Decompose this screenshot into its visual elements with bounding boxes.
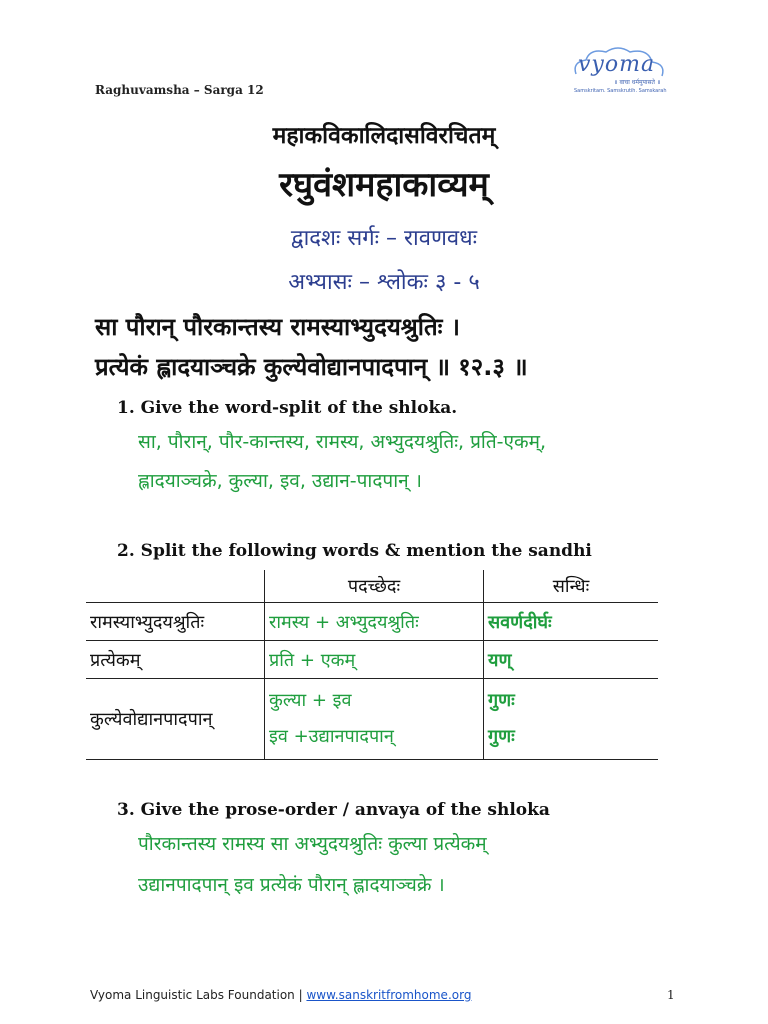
table-cell-split: प्रति + एकम् xyxy=(265,641,484,679)
table-header-empty xyxy=(86,570,265,603)
table-row xyxy=(86,679,658,760)
answer-3-line-2: उद्यानपादपान् इव प्रत्येकं पौरान् ह्लादयाञ्चक्रे । xyxy=(138,874,445,896)
table-cell-split xyxy=(265,679,484,760)
logo-tagline: ॥ वाचा धर्ममुपासते ॥ xyxy=(614,79,661,86)
table-header-row xyxy=(86,570,658,603)
question-3-heading: 3. Give the prose-order / anvaya of the shloka xyxy=(117,800,550,820)
verse-line-1: सा पौरान् पौरकान्तस्य रामस्याभ्युदयश्रुतिः । xyxy=(95,313,460,341)
sandhi-part: गुणः xyxy=(488,726,515,747)
table-header-sandhi: सन्धिः xyxy=(484,570,659,603)
title-author: महाकविकालिदासविरचितम् xyxy=(272,123,496,149)
table-cell-sandhi: सवर्णदीर्घः xyxy=(484,603,659,641)
table-row xyxy=(86,603,658,641)
question-1-heading: 1. Give the word-split of the shloka. xyxy=(117,398,458,418)
answer-1-line-2: ह्लादयाञ्चक्रे, कुल्या, इव, उद्यान-पादपान् । xyxy=(138,470,422,492)
footer-website-link[interactable]: www.sanskritfromhome.org xyxy=(306,988,472,1002)
sandhi-table xyxy=(86,570,658,760)
table-row xyxy=(86,641,658,679)
table-header-split: पदच्छेदः xyxy=(265,570,484,603)
table-cell-split: रामस्य + अभ्युदयश्रुतिः xyxy=(265,603,484,641)
page-number: 1 xyxy=(667,988,675,1002)
title-work: रघुवंशमहाकाव्यम् xyxy=(279,165,489,205)
verse-line-2: प्रत्येकं ह्लादयाञ्चक्रे कुल्येवोद्यानपादपान् ॥ १२.३ ॥ xyxy=(95,353,528,381)
split-part: इव +उद्यानपादपान् xyxy=(269,726,394,747)
question-2-heading: 2. Split the following words & mention the sandhi xyxy=(117,541,592,561)
table-cell-word: रामस्याभ्युदयश्रुतिः xyxy=(86,603,265,641)
split-part: कुल्या + इव xyxy=(269,690,352,711)
table-cell-sandhi xyxy=(484,679,659,760)
logo-wordmark: vyoma xyxy=(578,52,656,77)
footer xyxy=(90,988,471,1002)
logo-subtagline: Samskritam. Samskrutih. Samskarah xyxy=(574,88,667,94)
footer-org: Vyoma Linguistic Labs Foundation | xyxy=(90,988,307,1002)
answer-3-line-1: पौरकान्तस्य रामस्य सा अभ्युदयश्रुतिः कुल्या प्रत्येकम् xyxy=(138,833,487,855)
header-left-title: Raghuvamsha – Sarga 12 xyxy=(95,83,264,97)
title-exercise: अभ्यासः – श्लोकः ३ - ५ xyxy=(288,270,480,295)
title-chapter: द्वादशः सर्गः – रावणवधः xyxy=(290,226,478,251)
vyoma-logo xyxy=(568,44,678,104)
answer-1-line-1: सा, पौरान्, पौर-कान्तस्य, रामस्य, अभ्युदयश्रुतिः, प्रति-एकम्, xyxy=(138,431,547,453)
table-cell-sandhi: यण् xyxy=(484,641,659,679)
table-cell-word: प्रत्येकम् xyxy=(86,641,265,679)
sandhi-part: गुणः xyxy=(488,690,515,711)
table-cell-word: कुल्येवोद्यानपादपान् xyxy=(86,679,265,760)
